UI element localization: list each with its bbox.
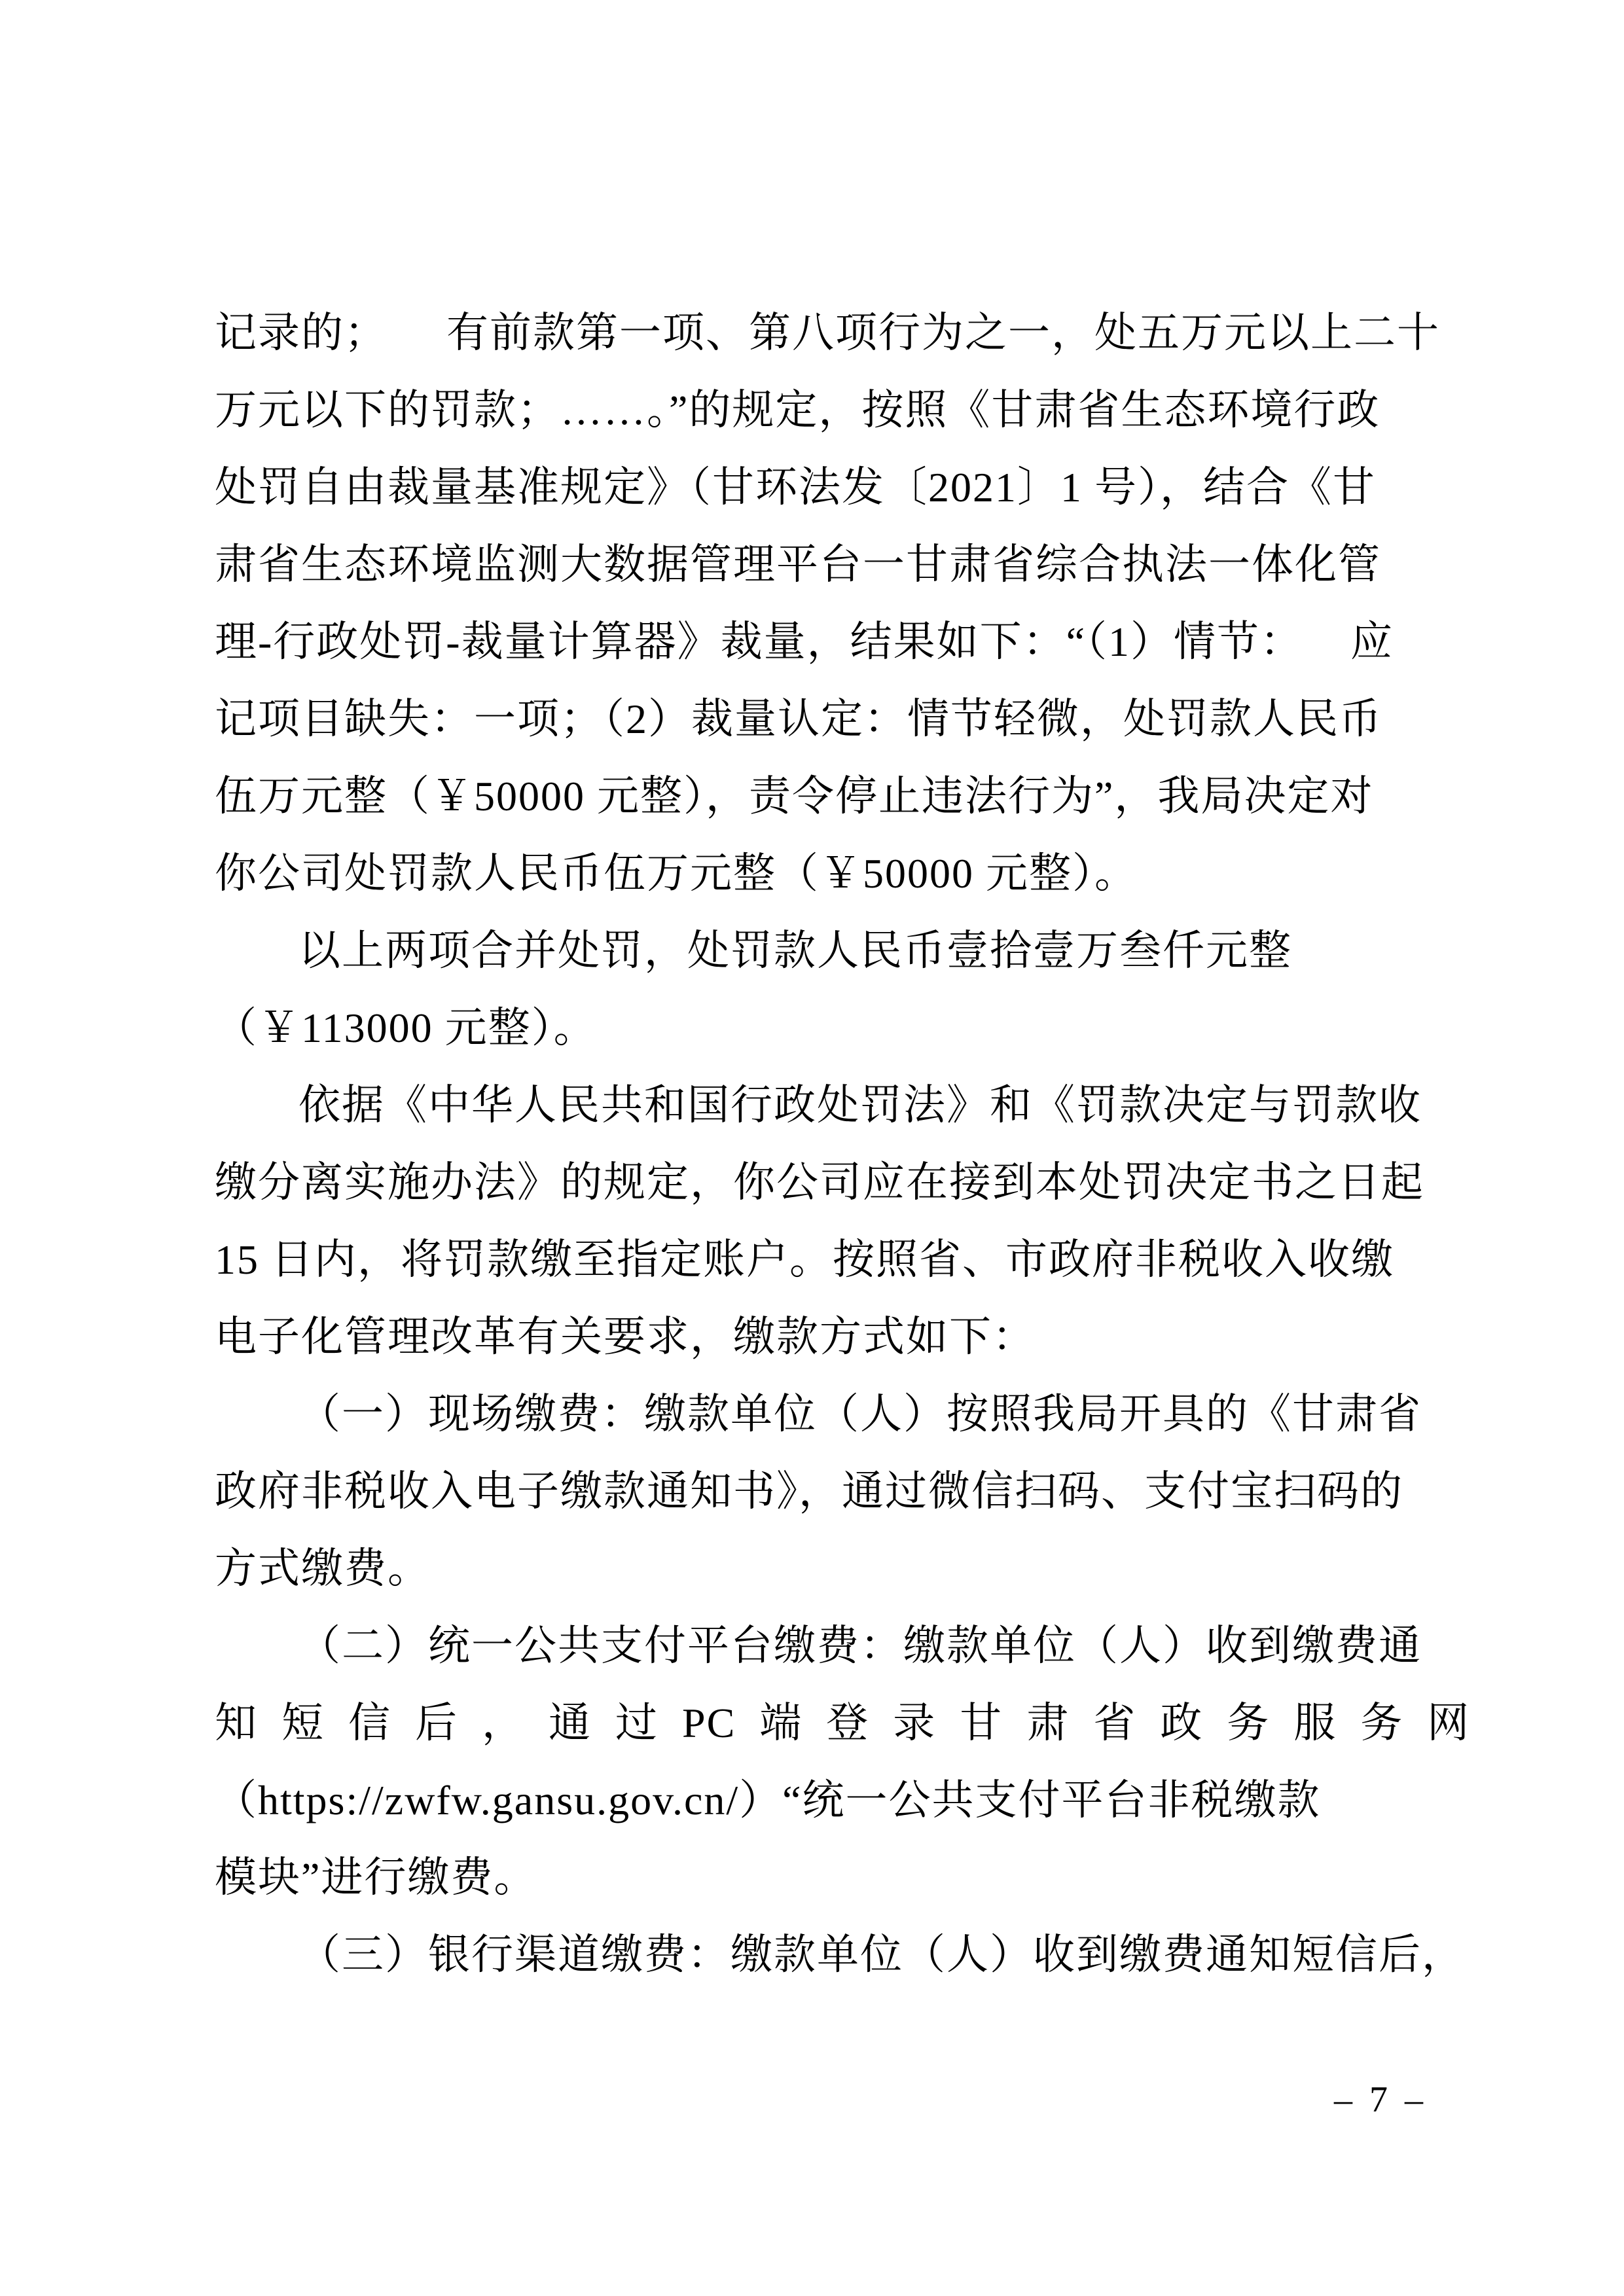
text-line: 记录的； 有前款第一项、第八项行为之一，处五万元以上二十 <box>215 310 1440 356</box>
text-line: 缴分离实施办法》的规定，你公司应在接到本处罚决定书之日起 <box>215 1159 1424 1206</box>
text-line: 万元以下的罚款；……。”的规定，按照《甘肃省生态环境行政 <box>215 387 1380 433</box>
text-line: 方式缴费。 <box>215 1545 431 1592</box>
text-line: （https://zwfw.gansu.gov.cn/）“统一公共支付平台非税缴款 <box>215 1777 1321 1823</box>
text-line: 处罚自由裁量基准规定》（甘环法发〔2021〕1 号），结合《甘 <box>215 464 1376 511</box>
text-line-paragraph-start: （二）统一公共支付平台缴费：缴款单位（人）收到缴费通 <box>298 1623 1422 1669</box>
text-line-justified: 知 短 信 后 ， 通 过 PC 端 登 录 甘 肃 省 政 务 服 务 网 <box>215 1700 1471 1746</box>
text-line: 伍万元整（￥50000 元整），责令停止违法行为”，我局决定对 <box>215 773 1374 819</box>
body-text-block <box>215 295 1471 1994</box>
page-number: – 7 – <box>1334 2079 1427 2120</box>
text-line: 记项目缺失：一项；（2）裁量认定：情节轻微，处罚款人民币 <box>215 696 1382 742</box>
text-line: 理-行政处罚-裁量计算器》裁量，结果如下：“（1）情节： 应 <box>215 619 1394 665</box>
text-line-paragraph-start: 依据《中华人民共和国行政处罚法》和《罚款决定与罚款收 <box>298 1082 1422 1128</box>
text-line: 模块”进行缴费。 <box>215 1854 537 1901</box>
text-line: 政府非税收入电子缴款通知书》，通过微信扫码、支付宝扫码的 <box>215 1468 1403 1515</box>
text-line: 电子化管理改革有关要求，缴款方式如下： <box>215 1314 1036 1360</box>
text-line: 你公司处罚款人民币伍万元整（￥50000 元整）。 <box>215 850 1138 897</box>
text-line: （￥113000 元整）。 <box>215 1005 597 1051</box>
text-line: 15 日内，将罚款缴至指定账户。按照省、市政府非税收入收缴 <box>215 1236 1394 1283</box>
text-line: 肃省生态环境监测大数据管理平台一甘肃省综合执法一体化管 <box>215 541 1381 588</box>
text-line-paragraph-start: （三）银行渠道缴费：缴款单位（人）收到缴费通知短信后， <box>298 1931 1465 1978</box>
text-line-paragraph-start: （一）现场缴费：缴款单位（人）按照我局开具的《甘肃省 <box>298 1391 1422 1437</box>
text-line-paragraph-start: 以上两项合并处罚，处罚款人民币壹拾壹万叁仟元整 <box>298 927 1292 974</box>
